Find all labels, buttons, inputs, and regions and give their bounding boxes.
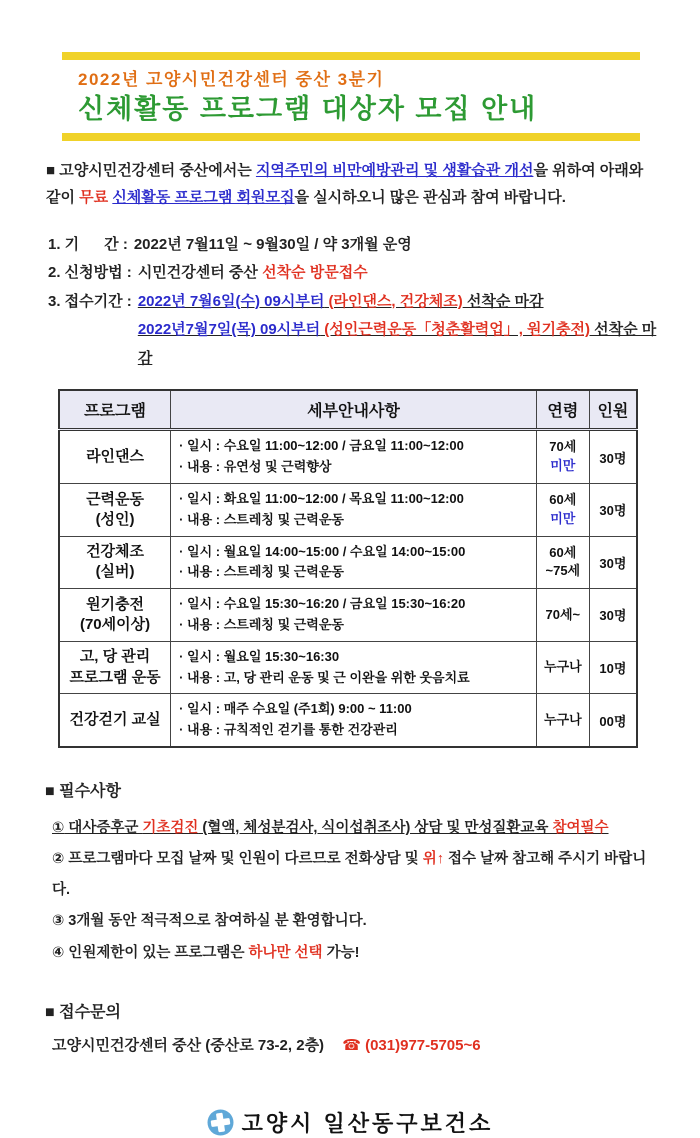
req-text: 3개월 동안 적극적으로 참여하실 분 환영합니다. — [64, 913, 367, 930]
req-text: 프로그램마다 모집 날짜 및 인원이 다르므로 전화상담 및 — [64, 851, 423, 868]
intro-highlight-recruit: 신체활동 프로그램 회원모집 — [112, 188, 295, 206]
intro-text: 을 실시하오니 많은 관심과 참여 바랍니다. — [294, 188, 566, 206]
age-line: 60세 — [549, 544, 577, 560]
circled-number-icon: ② — [52, 851, 65, 868]
program-content: · 내용 : 유연성 및 근력향상 — [179, 459, 332, 475]
info-text: 시민건강센터 중산 — [137, 264, 263, 282]
program-age — [536, 641, 589, 694]
info-item-apply-method — [48, 259, 660, 288]
program-table — [58, 389, 638, 748]
program-name — [59, 430, 171, 484]
info-label: 2. 신청방법 : — [48, 264, 132, 282]
requirement-item-1 — [52, 813, 660, 844]
table-row — [59, 430, 637, 484]
program-content: · 내용 : 스트레칭 및 근력운동 — [179, 616, 344, 632]
first-come-label: 선착순 방문접수 — [262, 264, 368, 282]
program-name — [59, 536, 171, 589]
reception-date-2: 2022년7월7일(목) 09시부터 — [137, 321, 321, 339]
program-name — [59, 694, 171, 747]
contact-address: 고양시민건강센터 중산 (중산로 73-2, 2층) — [52, 1036, 325, 1054]
banner-inner — [62, 60, 640, 133]
intro-highlight-goal: 지역주민의 비만예방관리 및 생활습관 개선 — [255, 161, 534, 179]
program-content: · 내용 : 고, 당 관리 운동 및 근 이완을 위한 웃음치료 — [179, 669, 470, 685]
program-schedule: · 일시 : 매주 수요일 (주1회) 9:00 ~ 11:00 — [179, 701, 412, 717]
program-capacity: 30명 — [589, 430, 637, 484]
reception-programs-1: (라인댄스, 건강체조) — [324, 292, 463, 310]
contact-heading: ■ 접수문의 — [45, 1003, 121, 1021]
reception-date-1: 2022년 7월6일(수) 09시부터 — [137, 292, 325, 310]
program-capacity: 30명 — [589, 536, 637, 589]
program-name — [59, 483, 171, 536]
program-age — [536, 536, 589, 589]
age-line: 70세 — [549, 439, 577, 455]
choose-one-label: 하나만 선택 — [248, 944, 323, 961]
info-value — [138, 288, 660, 374]
contact-phone: ☎ (031)977-5705~6 — [342, 1036, 481, 1054]
basic-checkup-label: 기초검진 — [142, 819, 199, 836]
program-name — [59, 589, 171, 642]
program-details — [171, 430, 537, 484]
col-header-age: 연령 — [536, 390, 589, 430]
requirements-list — [52, 813, 660, 969]
program-age — [536, 589, 589, 642]
req-text: 인원제한이 있는 프로그램은 — [64, 944, 249, 961]
program-content: · 내용 : 스트레칭 및 근력운동 — [179, 564, 344, 580]
program-capacity: 10명 — [589, 641, 637, 694]
col-header-details: 세부안내사항 — [171, 390, 537, 430]
program-name-line: (실버) — [95, 563, 135, 581]
table-row — [59, 694, 637, 747]
intro-free-label: 무료 — [79, 188, 109, 206]
banner-subtitle: 2022년 고양시민건강센터 중산 3분기 — [78, 70, 385, 89]
table-header-row — [59, 390, 637, 430]
req-text: 가능! — [322, 944, 360, 961]
intro-text: 고양시민건강센터 중산에서는 — [55, 161, 256, 179]
program-schedule: · 일시 : 월요일 14:00~15:00 / 수요일 14:00~15:00 — [179, 543, 466, 559]
table-row — [59, 589, 637, 642]
program-name-line: 라인댄스 — [86, 448, 145, 466]
info-item-reception-period — [48, 288, 660, 374]
banner-top-bar — [62, 52, 640, 60]
age-line: 60세 — [549, 491, 577, 507]
program-details — [171, 589, 537, 642]
banner-bottom-bar — [62, 133, 640, 141]
program-capacity: 30명 — [589, 483, 637, 536]
program-name-line: 근력운동 — [86, 490, 145, 508]
requirement-item-3 — [52, 906, 660, 937]
program-details — [171, 483, 537, 536]
reception-programs-2: (성인근력운동「청춘활력업」, 원기충전) — [320, 321, 590, 339]
age-line: 누구나 — [543, 659, 582, 675]
circled-number-icon: ① — [52, 819, 65, 836]
program-details — [171, 641, 537, 694]
program-capacity: 00명 — [589, 694, 637, 747]
age-line: 미만 — [550, 458, 576, 474]
page-title: 신체활동 프로그램 대상자 모집 안내 — [78, 93, 538, 124]
req-text: 접수 날짜 참고해 주시기 바랍니다. — [52, 851, 647, 899]
program-capacity: 30명 — [589, 589, 637, 642]
footer-logo — [0, 1107, 700, 1138]
info-value — [138, 259, 368, 288]
program-schedule: · 일시 : 화요일 11:00~12:00 / 목요일 11:00~12:00 — [179, 490, 464, 506]
intro-text: 을 위하여 아래와 같이 — [46, 161, 644, 206]
must-attend-label: 참여필수 — [552, 819, 609, 836]
req-text: 대사증후군 — [64, 819, 143, 836]
health-center-cross-icon — [207, 1109, 234, 1136]
col-header-program: 프로그램 — [59, 390, 171, 430]
program-content: · 내용 : 스트레칭 및 근력운동 — [179, 511, 344, 527]
program-name-line: 원기충전 — [86, 595, 145, 613]
program-name-line: 건강걷기 교실 — [69, 711, 161, 729]
program-age — [536, 430, 589, 484]
program-details — [171, 536, 537, 589]
program-name-line: 고, 당 관리 — [79, 648, 151, 666]
requirement-item-2 — [52, 844, 660, 906]
reception-line-1 — [138, 293, 544, 310]
age-line: 누구나 — [543, 711, 582, 727]
program-name-line: 프로그램 운동 — [69, 668, 161, 686]
title-banner — [62, 52, 640, 141]
program-name-line: (70세이상) — [79, 615, 151, 633]
intro-paragraph — [46, 157, 658, 211]
program-name-line: (성인) — [95, 510, 135, 528]
program-age — [536, 483, 589, 536]
program-schedule: · 일시 : 월요일 15:30~16:30 — [179, 648, 340, 664]
requirement-item-4 — [52, 938, 660, 969]
info-item-period — [48, 231, 660, 260]
info-label: 3. 접수기간 : — [48, 292, 132, 310]
info-label: 1. 기 간 : — [48, 235, 128, 253]
organization-name: 고양시 일산동구보건소 — [241, 1110, 494, 1136]
reception-close-1: 선착순 마감 — [462, 292, 544, 310]
col-header-capacity: 인원 — [589, 390, 637, 430]
square-bullet-icon: ■ — [46, 161, 56, 179]
program-schedule: · 일시 : 수요일 15:30~16:20 / 금요일 15:30~16:20 — [179, 596, 466, 612]
info-list — [48, 231, 660, 374]
reception-close-2: 선착순 마감 — [137, 321, 657, 367]
program-schedule: · 일시 : 수요일 11:00~12:00 / 금요일 11:00~12:00 — [179, 438, 464, 454]
notice-document — [0, 52, 700, 1136]
program-details — [171, 694, 537, 747]
table-row — [59, 483, 637, 536]
requirements-heading: ■ 필수사항 — [45, 782, 121, 800]
program-content: · 내용 : 규칙적인 걷기를 통한 건강관리 — [179, 722, 398, 738]
info-value: 2022년 7월11일 ~ 9월30일 / 약 3개월 운영 — [133, 235, 412, 253]
program-age — [536, 694, 589, 747]
age-line: ~75세 — [545, 563, 581, 579]
table-row — [59, 641, 637, 694]
circled-number-icon: ③ — [52, 913, 65, 930]
above-arrow-label: 위↑ — [422, 851, 444, 868]
contact-line — [52, 1034, 700, 1055]
circled-number-icon: ④ — [52, 944, 65, 961]
req-text: (혈액, 체성분검사, 식이섭취조사) 상담 및 만성질환교육 — [198, 819, 553, 836]
table-row — [59, 536, 637, 589]
program-name-line: 건강체조 — [86, 543, 145, 561]
reception-line-2 — [138, 321, 656, 367]
age-line: 미만 — [550, 510, 576, 526]
program-name — [59, 641, 171, 694]
age-line: 70세~ — [545, 606, 581, 622]
